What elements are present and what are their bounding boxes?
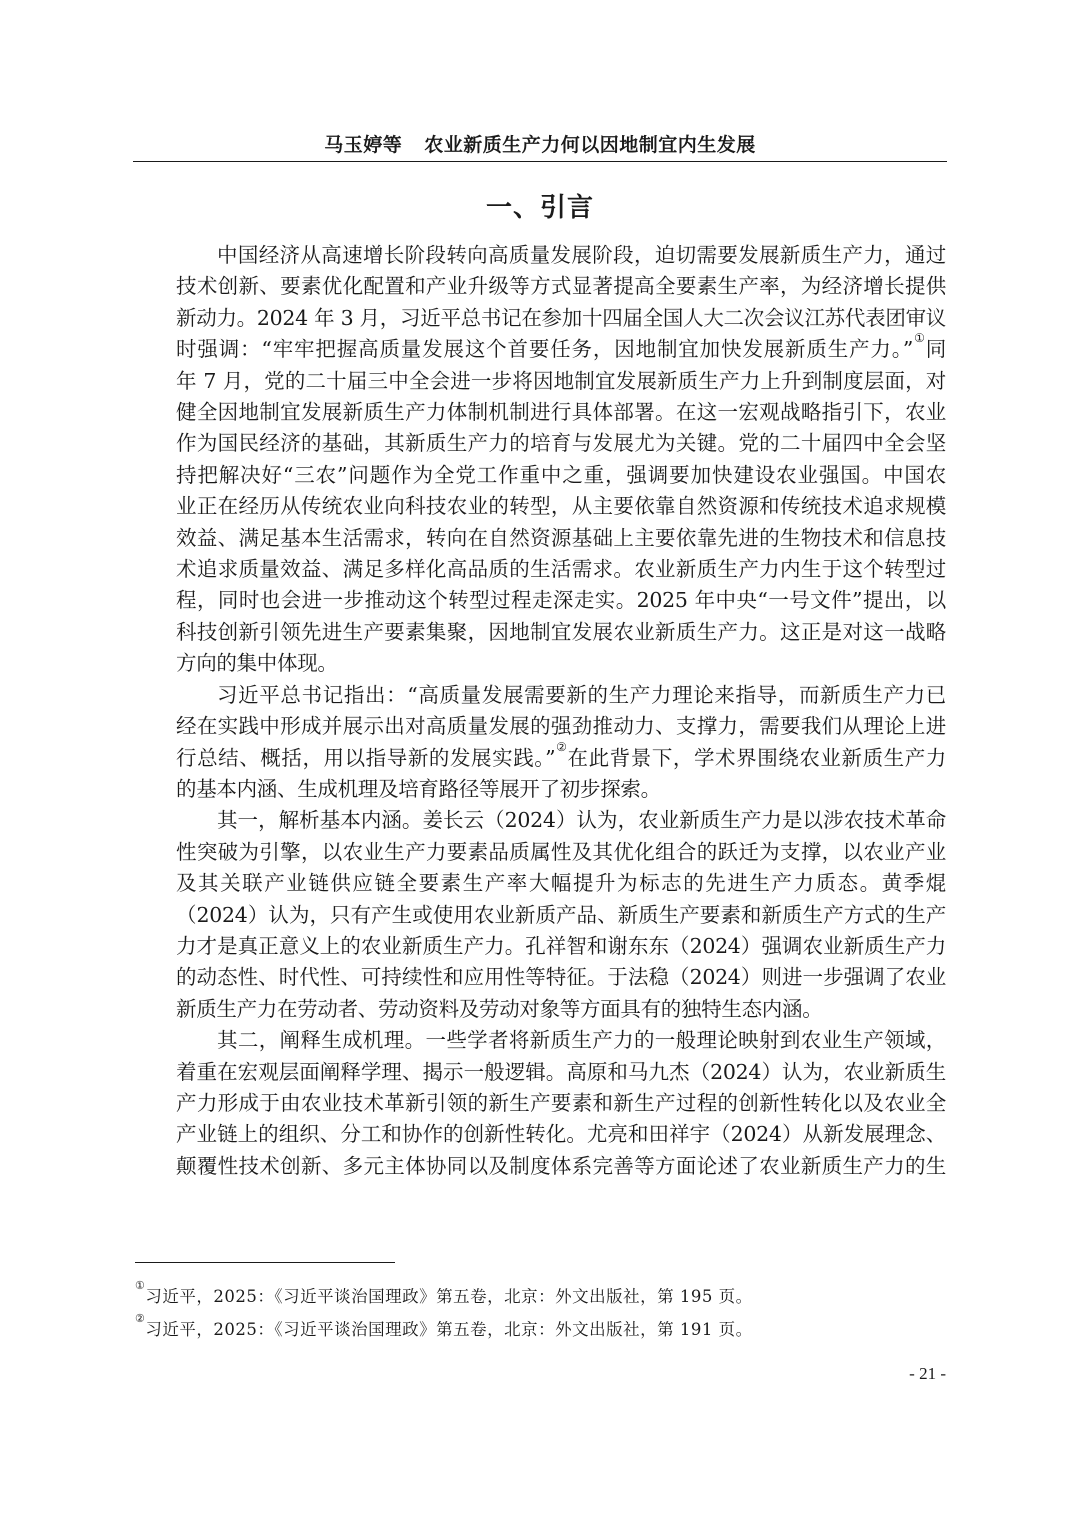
text-line: 的动态性、时代性、可持续性和应用性等特征。于法稳（2024）则进一步强调了农业 — [176, 965, 946, 990]
text-line: 业正在经历从传统农业向科技农业的转型，从主要依靠自然资源和传统技术追求规模 — [176, 494, 946, 519]
footnote-marker[interactable]: ② — [555, 739, 568, 754]
paragraph-2 — [135, 680, 946, 806]
text-line: 效益、满足基本生活需求，转向在自然资源基础上主要依靠先进的生物技术和信息技 — [176, 525, 946, 550]
text-line: 及其关联产业链供应链全要素生产率大幅提升为标志的先进生产力质态。黄季焜 — [176, 871, 946, 896]
text-line-part: 同 — [925, 337, 946, 362]
text-line: 中国经济从高速增长阶段转向高质量发展阶段，迫切需要发展新质生产力，通过 — [217, 243, 946, 267]
text-line: 产业链上的组织、分工和协作的创新性转化。尤亮和田祥宇（2024）从新发展理念、 — [176, 1122, 946, 1147]
footnote-marker: ① — [135, 1279, 146, 1292]
paragraph-3 — [135, 805, 946, 1025]
text-line: （2024）认为，只有产生或使用农业新质产品、新质生产要素和新质生产方式的生产 — [176, 902, 946, 927]
text-line: 新质生产力在劳动者、劳动资料及劳动对象等方面具有的独特生态内涵。 — [176, 996, 823, 1021]
footnote-text: 习近平，2025：《习近平谈治国理政》第五卷，北京：外文出版社，第 195 页。 — [145, 1287, 753, 1306]
paragraph-4 — [135, 1025, 946, 1182]
header-authors: 马玉婷等 — [324, 134, 403, 156]
text-line: 科技创新引领先进生产要素集聚，因地制宜发展农业新质生产力。这正是对这一战略 — [176, 619, 946, 644]
text-line: 技术创新、要素优化配置和产业升级等方式显著提高全要素生产率，为经济增长提供 — [176, 274, 946, 299]
text-line: 颠覆性技术创新、多元主体协同以及制度体系完善等方面论述了农业新质生产力的生 — [176, 1153, 946, 1178]
text-line: 程，同时也会进一步推动这个转型过程走深走实。2025 年中央“一号文件”提出，以 — [176, 588, 946, 613]
footnote-text: 习近平，2025：《习近平谈治国理政》第五卷，北京：外文出版社，第 191 页。 — [145, 1320, 753, 1339]
text-line: 其二，阐释生成机理。一些学者将新质生产力的一般理论映射到农业生产领域， — [217, 1028, 946, 1053]
text-line: 术追求质量效益、满足多样化高品质的生活需求。农业新质生产力内生于这个转型过 — [176, 557, 946, 582]
text-line: 新动力。2024 年 3 月，习近平总书记在参加十四届全国人大二次会议江苏代表团审议 — [176, 305, 946, 330]
text-line: 其一，解析基本内涵。姜长云（2024）认为，农业新质生产力是以涉农技术革命 — [217, 808, 946, 833]
header-rule — [133, 161, 947, 162]
text-line: 方向的集中体现。 — [176, 651, 338, 676]
section-title: 一、引言 — [485, 193, 594, 223]
paragraph-1 — [135, 240, 946, 680]
text-line: 的基本内涵、生成机理及培育路径等展开了初步探索。 — [176, 776, 661, 801]
text-line-part: 行总结、概括，用以指导新的发展实践。” — [176, 745, 556, 770]
text-line: 年 7 月，党的二十届三中全会进一步将因地制宜发展新质生产力上升到制度层面，对 — [176, 368, 946, 393]
text-line: 着重在宏观层面阐释学理、揭示一般逻辑。高原和马九杰（2024）认为，农业新质生 — [176, 1059, 946, 1084]
body-text — [135, 240, 946, 1182]
footnote-marker[interactable]: ① — [913, 331, 926, 346]
text-line: 性突破为引擎，以农业生产力要素品质属性及其优化组合的跃迁为支撑，以农业产业 — [176, 839, 946, 864]
text-line — [135, 331, 946, 365]
footnotes — [135, 1280, 946, 1346]
text-line-part: 时强调：“牢牢把握高质量发展这个首要任务，因地制宜加快发展新质生产力。” — [176, 337, 914, 362]
text-line-part: 在此背景下，学术界围绕农业新质生产力 — [567, 745, 946, 770]
text-line: 经在实践中形成并展示出对高质量发展的强劲推动力、支撑力，需要我们从理论上进 — [176, 714, 946, 739]
text-line: 持把解决好“三农”问题作为全党工作重中之重，强调要加快建设农业强国。中国农 — [176, 462, 946, 487]
footnote-2 — [135, 1313, 946, 1346]
text-line: 作为国民经济的基础，其新质生产力的培育与发展尤为关键。党的二十届四中全会坚 — [176, 431, 946, 456]
page-number: - 21 - — [909, 1364, 946, 1383]
footnote-rule — [135, 1262, 395, 1263]
footnote-marker: ② — [135, 1312, 146, 1325]
text-line: 产力形成于由农业技术革新引领的新生产要素和新生产过程的创新性转化以及农业全 — [176, 1090, 946, 1115]
text-line: 习近平总书记指出：“高质量发展需要新的生产力理论来指导，而新质生产力已 — [217, 682, 946, 707]
header-title: 农业新质生产力何以因地制宜内生发展 — [424, 134, 756, 156]
running-header — [133, 132, 947, 158]
text-line — [135, 739, 946, 774]
text-line: 健全因地制宜发展新质生产力体制机制进行具体部署。在这一宏观战略指引下，农业 — [176, 400, 946, 425]
footnote-1 — [135, 1280, 946, 1313]
text-line: 力才是真正意义上的农业新质生产力。孔祥智和谢东东（2024）强调农业新质生产力 — [176, 933, 946, 958]
